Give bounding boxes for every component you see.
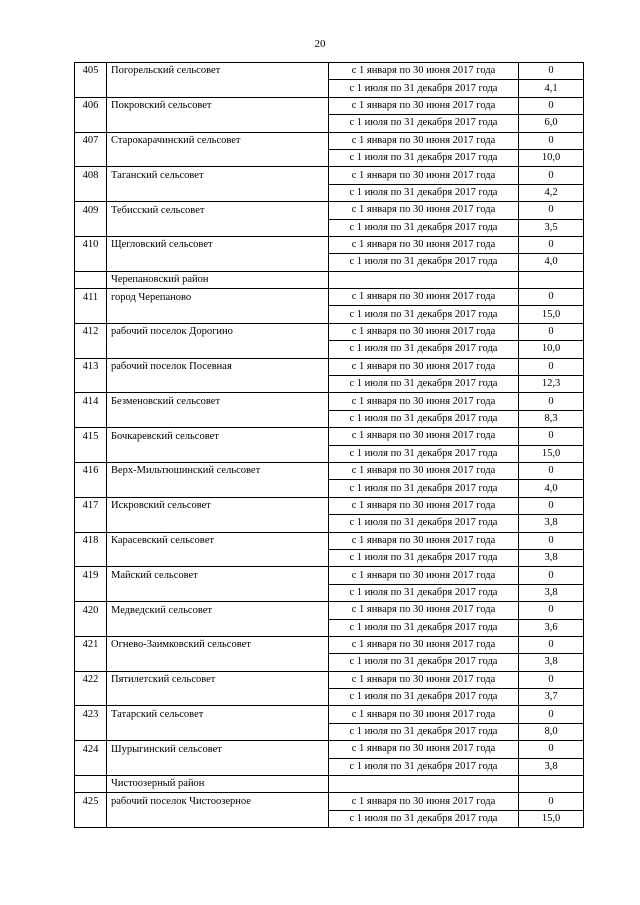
entry-row-continued xyxy=(75,723,584,740)
entry-row-continued xyxy=(75,758,584,775)
value-second-half: 4,1 xyxy=(519,80,584,97)
entry-name: Тебисский сельсовет xyxy=(107,202,329,219)
value-second-half: 12,3 xyxy=(519,376,584,393)
entry-number-spacer xyxy=(75,254,107,271)
value-second-half: 8,0 xyxy=(519,723,584,740)
entry-name-spacer xyxy=(107,80,329,97)
entry-number: 413 xyxy=(75,358,107,375)
value-first-half: 0 xyxy=(519,167,584,184)
entry-name: Огнево-Заимковский сельсовет xyxy=(107,636,329,653)
value-first-half: 0 xyxy=(519,602,584,619)
entry-number: 420 xyxy=(75,602,107,619)
value-second-half: 6,0 xyxy=(519,115,584,132)
value-first-half: 0 xyxy=(519,289,584,306)
entry-name: Шурыгинский сельсовет xyxy=(107,741,329,758)
entry-row xyxy=(75,393,584,410)
entry-name: Пятилетский сельсовет xyxy=(107,671,329,688)
entry-row-continued xyxy=(75,254,584,271)
value-second-half: 15,0 xyxy=(519,810,584,827)
value-first-half: 0 xyxy=(519,793,584,810)
entry-name-spacer xyxy=(107,410,329,427)
period-second-half: с 1 июля по 31 декабря 2017 года xyxy=(329,723,519,740)
entry-row xyxy=(75,97,584,114)
value-first-half: 0 xyxy=(519,97,584,114)
entry-row-continued xyxy=(75,549,584,566)
entry-number: 408 xyxy=(75,167,107,184)
entry-row-continued xyxy=(75,341,584,358)
period-second-half: с 1 июля по 31 декабря 2017 года xyxy=(329,149,519,166)
entry-row-continued xyxy=(75,184,584,201)
value-first-half: 0 xyxy=(519,532,584,549)
entry-row xyxy=(75,462,584,479)
period-first-half: с 1 января по 30 июня 2017 года xyxy=(329,236,519,253)
entry-name: Верх-Мильтюшинский сельсовет xyxy=(107,462,329,479)
entry-number-spacer xyxy=(75,480,107,497)
period-first-half: с 1 января по 30 июня 2017 года xyxy=(329,602,519,619)
entry-row-continued xyxy=(75,515,584,532)
entry-name: Карасевский сельсовет xyxy=(107,532,329,549)
entry-row-continued xyxy=(75,810,584,827)
district-value-cell xyxy=(519,776,584,793)
district-name: Чистоозерный район xyxy=(107,776,329,793)
period-first-half: с 1 января по 30 июня 2017 года xyxy=(329,636,519,653)
period-second-half: с 1 июля по 31 декабря 2017 года xyxy=(329,410,519,427)
entry-number-spacer xyxy=(75,410,107,427)
value-second-half: 4,0 xyxy=(519,480,584,497)
period-second-half: с 1 июля по 31 декабря 2017 года xyxy=(329,376,519,393)
period-second-half: с 1 июля по 31 декабря 2017 года xyxy=(329,584,519,601)
period-second-half: с 1 июля по 31 декабря 2017 года xyxy=(329,80,519,97)
entry-number: 406 xyxy=(75,97,107,114)
district-row xyxy=(75,271,584,288)
entry-name: рабочий поселок Посевная xyxy=(107,358,329,375)
entry-name: Покровский сельсовет xyxy=(107,97,329,114)
period-second-half: с 1 июля по 31 декабря 2017 года xyxy=(329,758,519,775)
entry-number: 421 xyxy=(75,636,107,653)
period-first-half: с 1 января по 30 июня 2017 года xyxy=(329,358,519,375)
period-first-half: с 1 января по 30 июня 2017 года xyxy=(329,671,519,688)
period-second-half: с 1 июля по 31 декабря 2017 года xyxy=(329,219,519,236)
entry-row-continued xyxy=(75,480,584,497)
entry-name-spacer xyxy=(107,758,329,775)
entry-row xyxy=(75,289,584,306)
value-second-half: 8,3 xyxy=(519,410,584,427)
entry-name: рабочий поселок Чистоозерное xyxy=(107,793,329,810)
period-first-half: с 1 января по 30 июня 2017 года xyxy=(329,706,519,723)
entry-number: 422 xyxy=(75,671,107,688)
entry-row-continued xyxy=(75,80,584,97)
page-number: 20 xyxy=(314,38,326,50)
entry-name-spacer xyxy=(107,445,329,462)
district-period-cell xyxy=(329,776,519,793)
entry-number-spacer xyxy=(75,654,107,671)
entry-number: 405 xyxy=(75,63,107,80)
entry-row xyxy=(75,236,584,253)
value-first-half: 0 xyxy=(519,497,584,514)
entry-row xyxy=(75,358,584,375)
entry-row xyxy=(75,636,584,653)
entry-number-spacer xyxy=(75,306,107,323)
value-second-half: 4,2 xyxy=(519,184,584,201)
period-second-half: с 1 июля по 31 декабря 2017 года xyxy=(329,689,519,706)
entry-row-continued xyxy=(75,445,584,462)
value-second-half: 3,8 xyxy=(519,654,584,671)
period-first-half: с 1 января по 30 июня 2017 года xyxy=(329,497,519,514)
entry-row xyxy=(75,323,584,340)
entry-name-spacer xyxy=(107,515,329,532)
entry-row xyxy=(75,567,584,584)
entry-name: Татарский сельсовет xyxy=(107,706,329,723)
entry-number-spacer xyxy=(75,115,107,132)
entry-row xyxy=(75,63,584,80)
entry-name-spacer xyxy=(107,341,329,358)
entry-name: Бочкаревский сельсовет xyxy=(107,428,329,445)
entry-name-spacer xyxy=(107,219,329,236)
entry-row-continued xyxy=(75,619,584,636)
period-second-half: с 1 июля по 31 декабря 2017 года xyxy=(329,515,519,532)
entry-row xyxy=(75,741,584,758)
entry-row-continued xyxy=(75,306,584,323)
value-second-half: 15,0 xyxy=(519,306,584,323)
entry-row xyxy=(75,202,584,219)
entry-number: 424 xyxy=(75,741,107,758)
value-second-half: 3,8 xyxy=(519,584,584,601)
entry-name-spacer xyxy=(107,689,329,706)
value-first-half: 0 xyxy=(519,462,584,479)
entry-name: Старокарачинский сельсовет xyxy=(107,132,329,149)
value-second-half: 3,8 xyxy=(519,549,584,566)
period-second-half: с 1 июля по 31 декабря 2017 года xyxy=(329,445,519,462)
entry-number: 415 xyxy=(75,428,107,445)
entry-number-spacer xyxy=(75,723,107,740)
period-second-half: с 1 июля по 31 декабря 2017 года xyxy=(329,480,519,497)
entry-row-continued xyxy=(75,219,584,236)
entry-row xyxy=(75,167,584,184)
entry-name-spacer xyxy=(107,376,329,393)
entry-name-spacer xyxy=(107,184,329,201)
entry-name: Безменовский сельсовет xyxy=(107,393,329,410)
value-second-half: 4,0 xyxy=(519,254,584,271)
entry-name-spacer xyxy=(107,149,329,166)
entry-row xyxy=(75,132,584,149)
entry-number-spacer xyxy=(75,584,107,601)
value-first-half: 0 xyxy=(519,393,584,410)
entry-number: 417 xyxy=(75,497,107,514)
entry-number: 414 xyxy=(75,393,107,410)
period-second-half: с 1 июля по 31 декабря 2017 года xyxy=(329,254,519,271)
value-second-half: 10,0 xyxy=(519,149,584,166)
value-second-half: 10,0 xyxy=(519,341,584,358)
entry-number: 419 xyxy=(75,567,107,584)
period-first-half: с 1 января по 30 июня 2017 года xyxy=(329,132,519,149)
period-first-half: с 1 января по 30 июня 2017 года xyxy=(329,97,519,114)
entry-row xyxy=(75,497,584,514)
value-second-half: 3,5 xyxy=(519,219,584,236)
entry-number-spacer xyxy=(75,184,107,201)
entry-name: Медведский сельсовет xyxy=(107,602,329,619)
entry-number: 416 xyxy=(75,462,107,479)
period-first-half: с 1 января по 30 июня 2017 года xyxy=(329,532,519,549)
entry-row xyxy=(75,532,584,549)
entry-name: Искровский сельсовет xyxy=(107,497,329,514)
period-first-half: с 1 января по 30 июня 2017 года xyxy=(329,741,519,758)
entry-number: 425 xyxy=(75,793,107,810)
entry-number-spacer xyxy=(75,376,107,393)
period-second-half: с 1 июля по 31 декабря 2017 года xyxy=(329,654,519,671)
value-first-half: 0 xyxy=(519,323,584,340)
period-first-half: с 1 января по 30 июня 2017 года xyxy=(329,323,519,340)
value-second-half: 3,8 xyxy=(519,515,584,532)
entry-number: 410 xyxy=(75,236,107,253)
entry-name-spacer xyxy=(107,549,329,566)
entry-number-spacer xyxy=(75,341,107,358)
value-first-half: 0 xyxy=(519,202,584,219)
entry-name-spacer xyxy=(107,306,329,323)
period-first-half: с 1 января по 30 июня 2017 года xyxy=(329,793,519,810)
entry-number: 423 xyxy=(75,706,107,723)
value-first-half: 0 xyxy=(519,706,584,723)
period-second-half: с 1 июля по 31 декабря 2017 года xyxy=(329,549,519,566)
value-second-half: 3,8 xyxy=(519,758,584,775)
entry-name-spacer xyxy=(107,584,329,601)
value-first-half: 0 xyxy=(519,236,584,253)
period-second-half: с 1 июля по 31 декабря 2017 года xyxy=(329,184,519,201)
entry-name-spacer xyxy=(107,810,329,827)
entry-row-continued xyxy=(75,584,584,601)
value-first-half: 0 xyxy=(519,671,584,688)
entry-number-spacer xyxy=(75,810,107,827)
entry-name-spacer xyxy=(107,115,329,132)
value-second-half: 3,6 xyxy=(519,619,584,636)
period-first-half: с 1 января по 30 июня 2017 года xyxy=(329,393,519,410)
entry-name: рабочий поселок Дорогино xyxy=(107,323,329,340)
entry-number: 411 xyxy=(75,289,107,306)
entry-number: 412 xyxy=(75,323,107,340)
value-first-half: 0 xyxy=(519,428,584,445)
period-second-half: с 1 июля по 31 декабря 2017 года xyxy=(329,115,519,132)
period-first-half: с 1 января по 30 июня 2017 года xyxy=(329,428,519,445)
entry-name: Щегловский сельсовет xyxy=(107,236,329,253)
period-first-half: с 1 января по 30 июня 2017 года xyxy=(329,202,519,219)
entry-row-continued xyxy=(75,376,584,393)
entry-number-spacer xyxy=(75,549,107,566)
value-second-half: 15,0 xyxy=(519,445,584,462)
entry-number: 418 xyxy=(75,532,107,549)
value-first-half: 0 xyxy=(519,741,584,758)
entry-name-spacer xyxy=(107,654,329,671)
value-first-half: 0 xyxy=(519,63,584,80)
value-first-half: 0 xyxy=(519,636,584,653)
district-num-cell xyxy=(75,776,107,793)
entry-row xyxy=(75,602,584,619)
table-body xyxy=(75,63,584,828)
entry-number-spacer xyxy=(75,219,107,236)
district-name: Черепановский район xyxy=(107,271,329,288)
entry-name-spacer xyxy=(107,619,329,636)
entry-number-spacer xyxy=(75,689,107,706)
entry-number-spacer xyxy=(75,515,107,532)
period-first-half: с 1 января по 30 июня 2017 года xyxy=(329,567,519,584)
period-first-half: с 1 января по 30 июня 2017 года xyxy=(329,462,519,479)
entry-name: город Черепаново xyxy=(107,289,329,306)
entry-row xyxy=(75,706,584,723)
entry-row-continued xyxy=(75,410,584,427)
period-first-half: с 1 января по 30 июня 2017 года xyxy=(329,167,519,184)
entry-number-spacer xyxy=(75,149,107,166)
entry-number: 407 xyxy=(75,132,107,149)
entry-name-spacer xyxy=(107,723,329,740)
entry-number-spacer xyxy=(75,80,107,97)
tariff-table xyxy=(74,62,584,828)
value-first-half: 0 xyxy=(519,358,584,375)
entry-name-spacer xyxy=(107,480,329,497)
entry-row xyxy=(75,793,584,810)
value-second-half: 3,7 xyxy=(519,689,584,706)
district-period-cell xyxy=(329,271,519,288)
period-second-half: с 1 июля по 31 декабря 2017 года xyxy=(329,619,519,636)
entry-number-spacer xyxy=(75,445,107,462)
entry-name: Майский сельсовет xyxy=(107,567,329,584)
entry-row-continued xyxy=(75,149,584,166)
period-second-half: с 1 июля по 31 декабря 2017 года xyxy=(329,306,519,323)
period-first-half: с 1 января по 30 июня 2017 года xyxy=(329,289,519,306)
value-first-half: 0 xyxy=(519,567,584,584)
entry-name-spacer xyxy=(107,254,329,271)
district-row xyxy=(75,776,584,793)
period-first-half: с 1 января по 30 июня 2017 года xyxy=(329,63,519,80)
entry-row-continued xyxy=(75,115,584,132)
entry-name: Погорельский сельсовет xyxy=(107,63,329,80)
entry-number: 409 xyxy=(75,202,107,219)
entry-row-continued xyxy=(75,689,584,706)
period-second-half: с 1 июля по 31 декабря 2017 года xyxy=(329,341,519,358)
entry-number-spacer xyxy=(75,758,107,775)
district-value-cell xyxy=(519,271,584,288)
entry-row-continued xyxy=(75,654,584,671)
entry-number-spacer xyxy=(75,619,107,636)
period-second-half: с 1 июля по 31 декабря 2017 года xyxy=(329,810,519,827)
value-first-half: 0 xyxy=(519,132,584,149)
entry-name: Таганский сельсовет xyxy=(107,167,329,184)
entry-row xyxy=(75,671,584,688)
entry-row xyxy=(75,428,584,445)
district-num-cell xyxy=(75,271,107,288)
